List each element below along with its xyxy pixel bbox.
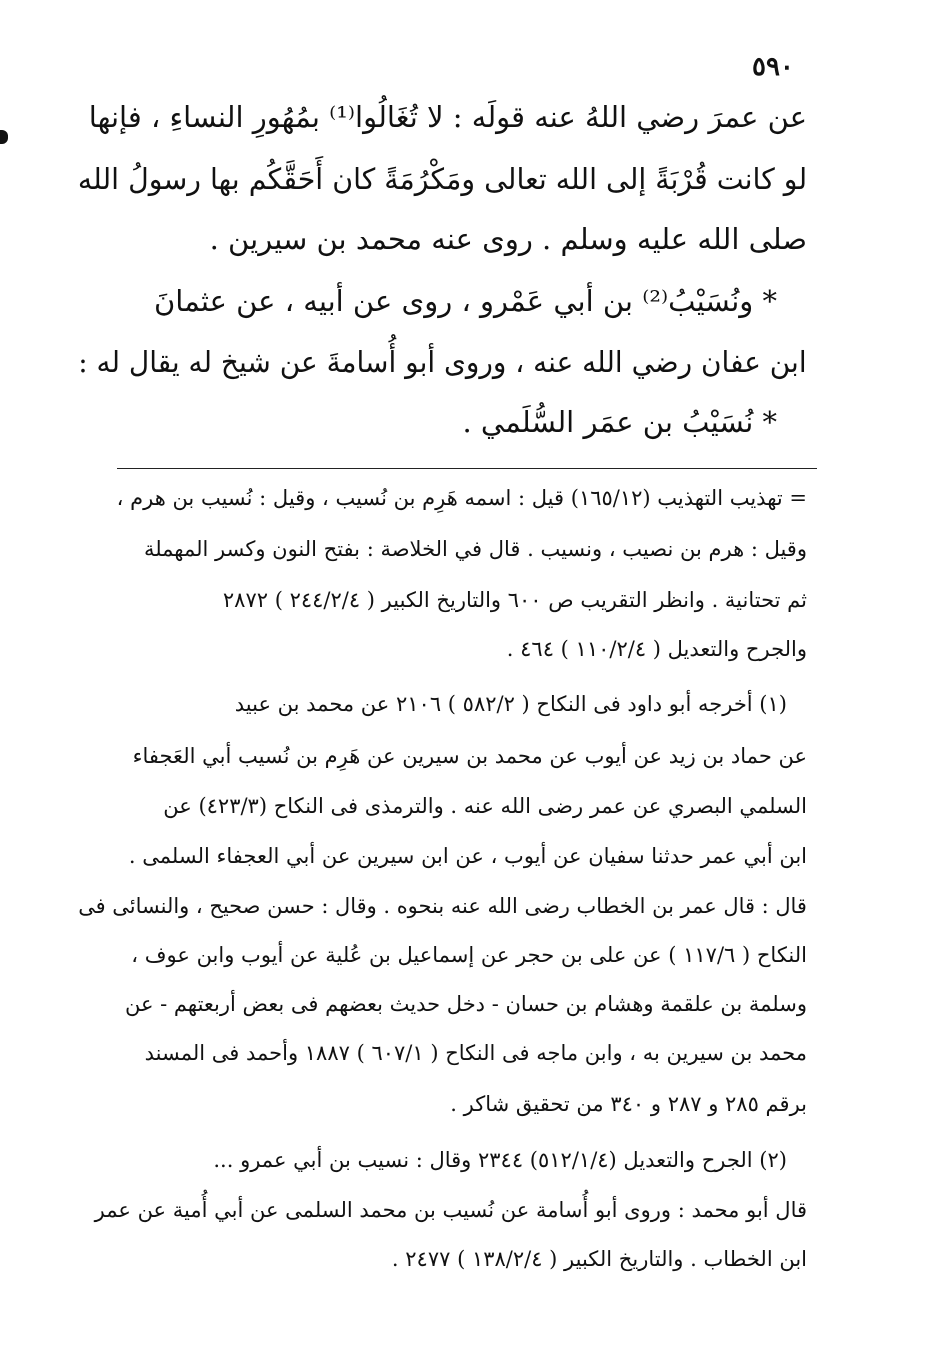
main-text-line: ابن عفان رضي الله عنه ، وروى أبو أُسامةَ عن شيخ له يقال له : bbox=[78, 345, 807, 379]
page-number: ٥٩٠ bbox=[752, 52, 794, 82]
footnote-line: السلمي البصري عن عمر رضى الله عنه . والترمذى فى النكاح (٤٢٣/٣) عن bbox=[163, 794, 807, 818]
footnote-line: وسلمة بن علقمة وهشام بن حسان - دخل حديث بعضهم فى بعض أربعتهم - عن bbox=[124, 992, 807, 1016]
footnote-separator bbox=[117, 468, 817, 469]
footnote-line: عن حماد بن زيد عن أيوب عن محمد بن سيرين عن هَرِم بن نُسيب أبي العَجفاء bbox=[132, 744, 807, 768]
footnote-line: والجرح والتعديل ( ١١٠/٢/٤ ) ٤٦٤ . bbox=[506, 637, 807, 661]
footnote-line: ثم تحتانية . وانظر التقريب ص ٦٠٠ والتاريخ الكبير ( ٢٤٤/٢/٤ ) ٢٨٧٢ bbox=[222, 588, 807, 612]
footnote-line: قال أبو محمد : وروى أبو أُسامة عن نُسيب بن محمد السلمى عن أبي أُمية عن عمر bbox=[94, 1198, 807, 1222]
footnote-line: النكاح ( ١١٧/٦ ) عن على بن حجر عن إسماعيل بن عُلية عن أيوب وابن عوف ، bbox=[131, 943, 807, 967]
footnote-line: (٢) الجرح والتعديل (٥١٢/١/٤) ٢٣٤٤ وقال : نسيب بن أبي عمرو ... bbox=[213, 1148, 787, 1172]
main-text-line: لو كانت قُرْبَةً إلى الله تعالى ومَكْرُمَةً كان أَحَقَّكُم بها رسولُ الله bbox=[77, 162, 807, 196]
footnote-line: وقيل : هرم بن نصيب ، ونسيب . قال في الخلاصة : بفتح النون وكسر المهملة bbox=[143, 537, 807, 561]
main-text-line: * ونُسَيْبُ⁽²⁾ بن أبي عَمْرو ، روى عن أبيه ، عن عثمانَ bbox=[153, 284, 777, 318]
footnote-line: ابن الخطاب . والتاريخ الكبير ( ١٣٨/٢/٤ ) ٢٤٧٧ . bbox=[391, 1247, 807, 1271]
footnote-line: ابن أبي عمر حدثنا سفيان عن أيوب ، عن ابن سيرين عن أبي العجفاء السلمى . bbox=[128, 844, 807, 868]
main-text-line: عن عمرَ رضي اللهُ عنه قولَه : لا تُغَالُوا⁽¹⁾ بمُهُورِ النساءِ ، فإنها bbox=[88, 100, 807, 134]
footnote-line: (١) أخرجه أبو داود فى النكاح ( ٥٨٢/٢ ) ٢١٠٦ عن محمد بن عبيد bbox=[234, 692, 787, 716]
footnote-line: محمد بن سيرين به ، وابن ماجه فى النكاح ( ٦٠٧/١ ) ١٨٨٧ وأحمد فى المسند bbox=[144, 1041, 807, 1065]
main-text-line: * نُسَيْبُ بن عمَر السُّلَمي . bbox=[462, 405, 777, 439]
footnote-line: قال : قال عمر بن الخطاب رضى الله عنه بنحوه . وقال : حسن صحيح ، والنسائى فى bbox=[78, 894, 807, 918]
margin-mark bbox=[0, 130, 8, 144]
footnote-line: = تهذيب التهذيب (١٦٥/١٢) قيل : اسمه هَرِم بن نُسيب ، وقيل : نُسيب بن هرم ، bbox=[116, 486, 807, 510]
footnote-line: برقم ٢٨٥ و ٢٨٧ و ٣٤٠ من تحقيق شاكر . bbox=[450, 1092, 807, 1116]
main-text-line: صلى الله عليه وسلم . روى عنه محمد بن سيرين . bbox=[209, 222, 807, 256]
